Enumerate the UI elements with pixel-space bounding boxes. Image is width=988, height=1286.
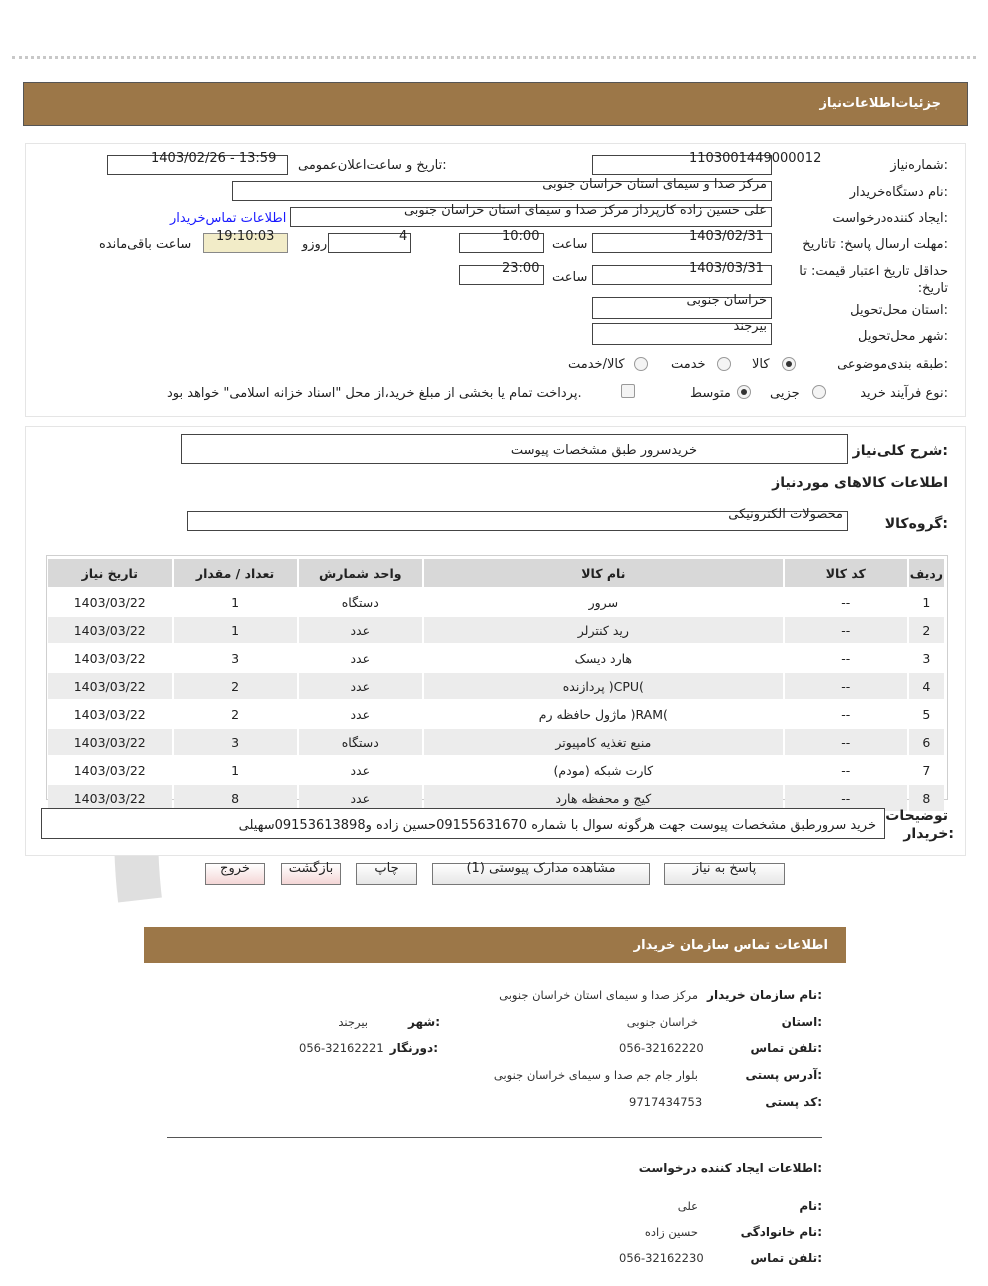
col-name: نام کالا xyxy=(424,559,783,587)
exit-button[interactable]: خروج xyxy=(205,863,265,885)
description-label: شرح کلی‌نیاز: xyxy=(852,443,948,459)
table-row: 1403/03/22 2 عدد پردازنده )CPU( -- 4 xyxy=(48,673,944,699)
buyer-contact-link[interactable]: اطلاعات تماس‌خریدار xyxy=(170,211,287,226)
process-radio-medium[interactable] xyxy=(737,385,751,399)
category-radio-goods[interactable] xyxy=(782,357,796,371)
description-field: خریدسرور طبق مشخصات پیوست xyxy=(181,434,848,464)
deadline-date-field: 1403/02/31 xyxy=(592,233,772,253)
notes-label-line2: خریدار: xyxy=(903,826,954,842)
treasury-note: پرداخت تمام یا بخشی از مبلغ خرید،از محل "اسناد خزانه اسلامی" خواهد بود. xyxy=(167,386,582,401)
need-number-field: 1103001449000012 xyxy=(592,155,772,175)
creator-phone-value: 056-32162230 xyxy=(619,1251,704,1265)
items-table xyxy=(46,557,946,813)
remaining-time-field: 19:10:03 xyxy=(203,233,288,253)
back-button[interactable]: بازگشت xyxy=(281,863,341,885)
need-number-label: شماره‌نیاز: xyxy=(890,158,948,173)
process-option-medium: متوسط xyxy=(690,386,731,401)
phone-label: تلفن تماس: xyxy=(750,1041,822,1055)
postal-label: کد پستی: xyxy=(765,1095,822,1109)
phone-value: 056-32162220 xyxy=(619,1041,704,1055)
category-radio-service[interactable] xyxy=(717,357,731,371)
creator-family-label: نام خانوادگی: xyxy=(740,1225,822,1239)
announce-field: 1403/02/26 - 13:59 xyxy=(107,155,288,175)
days-word: روزو xyxy=(302,237,328,252)
creator-label: ایجاد کننده‌درخواست: xyxy=(832,211,948,226)
col-qty: تعداد / مقدار xyxy=(174,559,297,587)
table-row: 1403/03/22 2 عدد ماژول حافظه رم )RAM( -- 5 xyxy=(48,701,944,727)
category-option-service: خدمت xyxy=(671,357,706,372)
creator-name-label: نام: xyxy=(799,1199,822,1213)
deadline-label: مهلت ارسال پاسخ: تاتاریخ: xyxy=(802,237,948,252)
table-row: 1403/03/22 3 عدد هارد دیسک -- 3 xyxy=(48,645,944,671)
creator-phone-label: تلفن تماس: xyxy=(750,1251,822,1265)
announce-label: تاریخ و ساعت‌اعلان‌عمومی: xyxy=(298,158,447,173)
page-title: جزئیات‌اطلاعات‌نیاز xyxy=(819,96,941,111)
process-option-minor: جزیی xyxy=(770,386,800,401)
validity-label: حداقل تاریخ اعتبار قیمت: تا تاریخ: xyxy=(799,264,948,296)
col-date: تاریخ نیاز xyxy=(48,559,172,587)
city-label: شهر محل‌تحویل: xyxy=(858,329,948,344)
col-code: کد کالا xyxy=(785,559,907,587)
contact-city-label: شهر: xyxy=(408,1015,440,1029)
process-radio-minor[interactable] xyxy=(812,385,826,399)
table-row: 1403/03/22 1 دستگاه سرور -- 1 xyxy=(48,589,944,615)
category-option-both: کالا/خدمت xyxy=(568,357,625,372)
org-value: مرکز صدا و سیمای استان خراسان جنوبی xyxy=(499,988,698,1002)
buyer-field: مرکز صدا و سیمای استان خراسان جنوبی xyxy=(232,181,772,201)
address-value: بلوار جام جم صدا و سیمای خراسان جنوبی xyxy=(493,1068,698,1082)
table-row: 1403/03/22 8 عدد کیج و محفظه هارد -- 8 xyxy=(48,785,944,811)
validity-time-word: ساعت xyxy=(552,270,588,285)
creator-field: علی حسین زاده کارپرداز مرکز صدا و سیمای استان خراسان جنوبی xyxy=(290,207,772,227)
process-label: نوع فرآیند خرید: xyxy=(860,386,948,401)
contact-header-bar xyxy=(144,927,846,963)
contact-city-value: بیرجند xyxy=(338,1015,368,1029)
treasury-checkbox[interactable] xyxy=(621,384,635,398)
table-row: 1403/03/22 1 عدد کارت شبکه (مودم) -- 7 xyxy=(48,757,944,783)
table-row: 1403/03/22 3 دستگاه منبع تغذیه کامپیوتر -- 6 xyxy=(48,729,944,755)
group-label: گروه‌کالا: xyxy=(884,516,948,532)
creator-name-value: علی xyxy=(677,1199,698,1213)
creator-family-value: حسین زاده xyxy=(644,1225,698,1239)
validity-time-field: 23:00 xyxy=(459,265,544,285)
postal-value: 9717434753 xyxy=(629,1095,703,1109)
print-button[interactable]: چاپ xyxy=(356,863,417,885)
days-field: 4 xyxy=(328,233,411,253)
table-row: 1403/03/22 1 عدد رید کنترلر -- 2 xyxy=(48,617,944,643)
category-label: طبقه بندی‌موضوعی: xyxy=(837,357,948,372)
org-label: نام سازمان خریدار: xyxy=(707,988,822,1002)
reply-button[interactable]: پاسخ به نیاز xyxy=(664,863,785,885)
col-unit: واحد شمارش xyxy=(299,559,422,587)
province-label: استان محل‌تحویل: xyxy=(850,303,948,318)
items-title: اطلاعات کالاهای موردنیاز xyxy=(772,475,948,491)
fax-label: دورنگار: xyxy=(389,1041,438,1055)
top-divider xyxy=(12,56,976,59)
category-option-goods: کالا xyxy=(752,357,770,372)
address-label: آدرس پستی: xyxy=(745,1068,822,1082)
deadline-time-word: ساعت xyxy=(552,237,588,252)
page-header-bar xyxy=(23,82,968,126)
table-header-row xyxy=(48,559,944,587)
contact-province-label: استان: xyxy=(781,1015,822,1029)
contact-province-value: خراسان جنوبی xyxy=(626,1015,698,1029)
validity-date-field: 1403/03/31 xyxy=(592,265,772,285)
city-field: بیرجند xyxy=(592,323,772,345)
category-radio-both[interactable] xyxy=(634,357,648,371)
col-row: ردیف xyxy=(909,559,944,587)
group-field: محصولات الکترونیکی xyxy=(187,511,848,531)
view-documents-button[interactable]: مشاهده مدارک پیوستی (1) xyxy=(432,863,650,885)
fax-value: 056-32162221 xyxy=(299,1041,384,1055)
contact-divider xyxy=(167,1137,822,1138)
province-field: خراسان جنوبی xyxy=(592,297,772,319)
notes-label-line1: توضیحات xyxy=(885,808,948,824)
deadline-time-field: 10:00 xyxy=(459,233,544,253)
creator-info-title: اطلاعات ایجاد کننده درخواست: xyxy=(638,1161,822,1175)
buyer-label: نام دستگاه‌خریدار: xyxy=(849,185,948,200)
contact-title: اطلاعات تماس سازمان خریدار xyxy=(633,938,828,953)
remaining-word: ساعت باقی‌مانده xyxy=(99,237,192,252)
notes-field: خرید سرورطبق مشخصات پیوست جهت هرگونه سوال با شماره 09155631670حسین زاده و09153613898سهیلی xyxy=(41,808,885,839)
